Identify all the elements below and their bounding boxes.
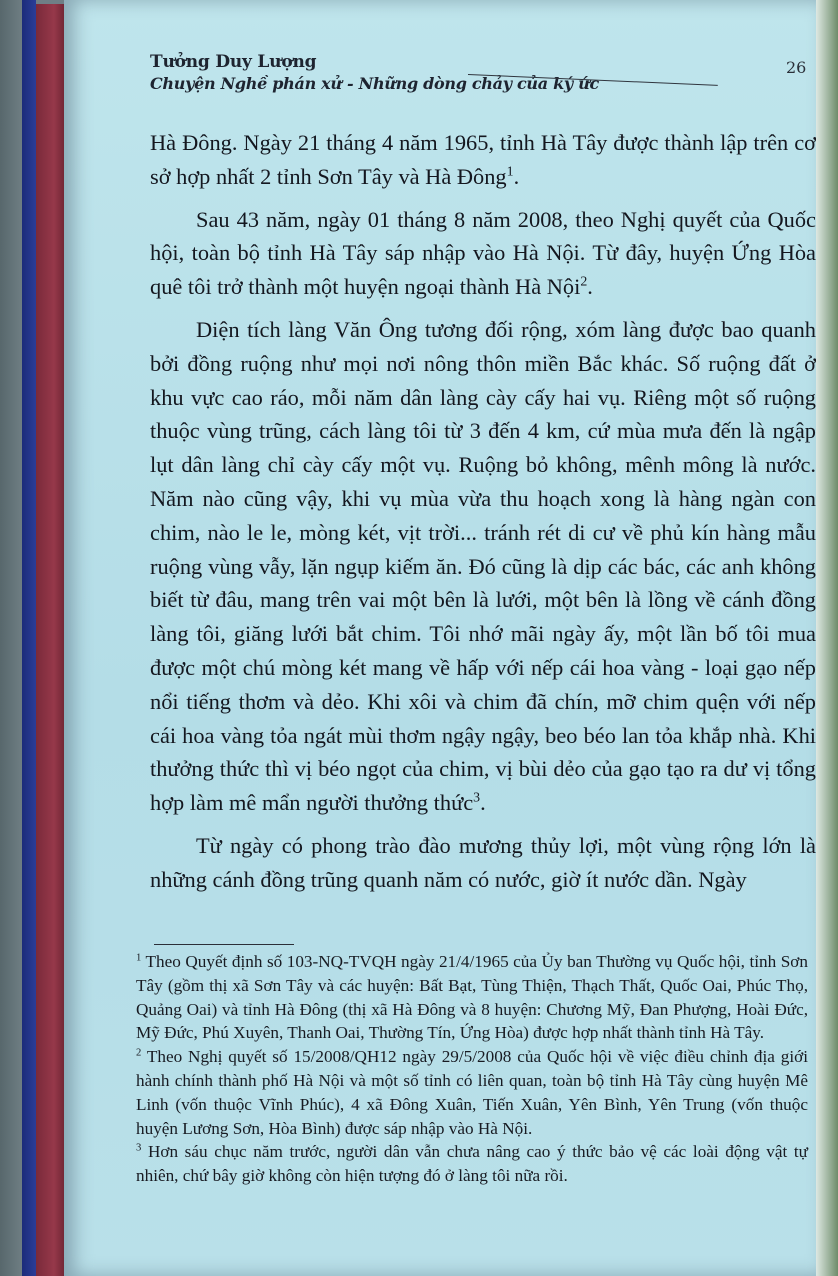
footnote-ref-1[interactable]: 1 [506, 164, 514, 180]
footnote-3-text: Hơn sáu chục năm trước, người dân vẫn chưa nâng cao ý thức bảo vệ các loài động vật tự nhiên, chứ bây giờ không còn hiện tượng đó ở làng tôi nữa rồi. [136, 1142, 809, 1186]
footnote-1 [136, 950, 808, 1045]
book-page [64, 0, 816, 1276]
footnote-3 [136, 1140, 808, 1188]
book-spine-blue [22, 0, 36, 1276]
running-header [150, 52, 810, 93]
paragraph-4 [150, 829, 816, 897]
page-number: 26 [786, 58, 807, 77]
footnote-ref-3[interactable]: 3 [473, 790, 481, 806]
paragraph-1: Hà Đông. Ngày 21 tháng 4 năm 1965, tỉnh Hà Tây được thành lập trên cơ sở hợp nhất 2 tỉnh Sơn Tây và Hà Đông$^1$. [150, 130, 816, 189]
header-subtitle: Chuyện Nghề phán xử - Những dòng chảy của ký ức [150, 74, 599, 93]
footnote-2-text: Theo Nghị quyết số 15/2008/QH12 ngày 29/5/2008 của Quốc hội về việc điều chỉnh địa giới hành chính thành phố Hà Nội và một số tỉnh có liên quan, toàn bộ tỉnh Hà Tây cùng huyện Mê Linh (vốn thuộc Vĩnh Phúc), 4 xã Đông Xuân, Tiến Xuân, Yên Bình, Yên Trung (vốn thuộc huyện Lương Sơn, Hòa Bình) được sáp nhập vào Hà Nội. [136, 1047, 808, 1138]
body-text [150, 126, 816, 897]
paragraph-2: Sau 43 năm, ngày 01 tháng 8 năm 2008, theo Nghị quyết của Quốc hội, toàn bộ tỉnh Hà Tây sáp nhập vào Hà Nội. Từ đây, huyện Ứng Hòa quê tôi trở thành một huyện ngoại thành Hà Nội$^2$. [150, 206, 816, 300]
paragraph-2-text: Sau 43 năm, ngày 01 tháng 8 năm 2008, theo Nghị quyết của Quốc hội, toàn bộ tỉnh Hà Tây sáp nhập vào Hà Nội. Từ đây, huyện Ứng Hòa quê tôi trở thành một huyện ngoại thành Hà Nội [150, 206, 816, 300]
paragraph-4-text: Từ ngày có phong trào đào mương thủy lợi, một vùng rộng lớn là những cánh đồng trũng quanh năm có nước, giờ ít nước dần. Ngày [150, 832, 816, 892]
footnote-2-number: 2 [136, 1047, 142, 1059]
footnote-1-number: 1 [136, 952, 142, 964]
header-author: Tưởng Duy Lượng [150, 52, 317, 72]
footnotes [136, 950, 808, 1188]
footnote-ref-2[interactable]: 2 [580, 274, 588, 290]
book-spine-red [36, 4, 66, 1276]
paragraph-1-text: Hà Đông. Ngày 21 tháng 4 năm 1965, tỉnh Hà Tây được thành lập trên cơ sở hợp nhất 2 tỉnh Sơn Tây và Hà Đông [150, 130, 816, 189]
footnote-3-number: 3 [136, 1142, 142, 1154]
paragraph-3: Diện tích làng Văn Ông tương đối rộng, xóm làng được bao quanh bởi đồng ruộng như mọi nơi nông thôn miền Bắc khác. Số ruộng đất ở khu vực cao ráo, mỗi năm dân làng cày cấy hai vụ. Riêng một số ruộng thuộc vùng trũng, cách làng tôi từ 3 đến 4 km, cứ mùa mưa đến là ngập lụt dân làng chỉ cày cấy một vụ. Ruộng bỏ không, mênh mông là nước. Năm nào cũng vậy, khi vụ mùa vừa thu hoạch xong là hàng ngàn con chim, nào le le, mòng két, vịt trời... tránh rét di cư về phủ kín hàng mẫu ruộng vùng vẫy, lặn ngụp kiếm ăn. Đó cũng là dịp các bác, các anh không biết từ đâu, mang trên vai một bên là lưới, một bên là lồng về cánh đồng làng tôi, giăng lưới bắt chim. Tôi nhớ mãi ngày ấy, một lần bố tôi mua được một chú mòng két mang về hấp với nếp cái hoa vàng - loại gạo nếp nổi tiếng thơm và dẻo. Khi xôi và chim đã chín, mỡ chim quện với nếp cái hoa vàng tỏa ngát mùi thơm ngậy ngậy, beo béo lan tỏa khắp nhà. Khi thưởng thức thì vị béo ngọt của chim, vị bùi dẻo của gạo tạo ra dư vị tổng hợp làm mê mẩn người thưởng thức$^3$. [150, 316, 816, 816]
footnote-separator [154, 944, 294, 945]
paragraph-3-text: Diện tích làng Văn Ông tương đối rộng, xóm làng được bao quanh bởi đồng ruộng như mọi nơi nông thôn miền Bắc khác. Số ruộng đất ở khu vực cao ráo, mỗi năm dân làng cày cấy hai vụ. Riêng một số ruộng thuộc vùng trũng, cách làng tôi từ 3 đến 4 km, cứ mùa mưa đến là ngập lụt dân làng chỉ cày cấy một vụ. Ruộng bỏ không, mênh mông là nước. Năm nào cũng vậy, khi vụ mùa vừa thu hoạch xong là hàng ngàn con chim, nào le le, mòng két, vịt trời... tránh rét di cư về phủ kín hàng mẫu ruộng vùng vẫy, lặn ngụp kiếm ăn. Đó cũng là dịp các bác, các anh không biết từ đâu, mang trên vai một bên là lưới, một bên là lồng về cánh đồng làng tôi, giăng lưới bắt chim. Tôi nhớ mãi ngày ấy, một lần bố tôi mua được một chú mòng két mang về hấp với nếp cái hoa vàng - loại gạo nếp nổi tiếng thơm và dẻo. Khi xôi và chim đã chín, mỡ chim quện với nếp cái hoa vàng tỏa ngát mùi thơm ngậy ngậy, beo béo lan tỏa khắp nhà. Khi thưởng thức thì vị béo ngọt của chim, vị bùi dẻo của gạo tạo ra dư vị tổng hợp làm mê mẩn người thưởng thức [150, 316, 816, 816]
footnote-1-text: Theo Quyết định số 103-NQ-TVQH ngày 21/4/1965 của Ủy ban Thường vụ Quốc hội, tỉnh Sơn Tây (gồm thị xã Sơn Tây và các huyện: Bất Bạt, Tùng Thiện, Thạch Thất, Quốc Oai, Phúc Thọ, Quảng Oai) và tỉnh Hà Đông (thị xã Hà Đông và 8 huyện: Chương Mỹ, Đan Phượng, Hoài Đức, Mỹ Đức, Phú Xuyên, Thanh Oai, Thường Tín, Ứng Hòa) được hợp nhất thành tỉnh Hà Tây. [136, 952, 808, 1043]
footnote-2 [136, 1045, 808, 1140]
